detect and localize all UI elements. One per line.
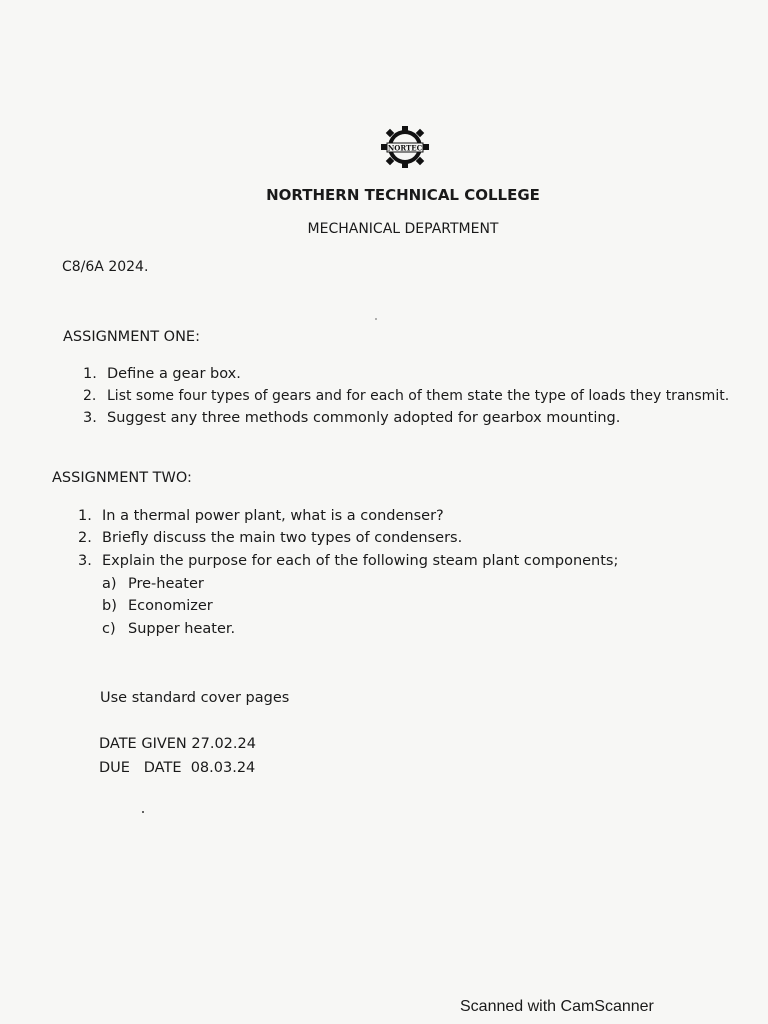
list-item [83,410,620,426]
sub-item [102,598,213,614]
list-item [78,530,462,546]
scanner-watermark: Scanned with CamScanner [460,998,654,1015]
item-text: Define a gear box. [107,366,241,382]
sub-item-text: Economizer [128,598,213,614]
department-name: MECHANICAL DEPARTMENT [307,221,499,237]
list-item [78,508,444,524]
scan-speck [375,318,377,320]
item-number: 1. [83,366,97,382]
item-number: 3. [83,410,97,426]
class-code: C8/6A 2024. [62,259,149,275]
item-number: 2. [83,388,97,404]
item-number: 1. [78,508,92,524]
college-name: NORTHERN TECHNICAL COLLEGE [266,186,540,204]
list-item [78,553,618,569]
item-number: 2. [78,530,92,546]
item-text: In a thermal power plant, what is a condenser? [102,508,444,524]
logo-text: NORTEC [387,143,423,153]
college-gear-logo-icon [381,126,429,168]
sub-item-letter: b) [102,598,117,614]
sub-item-letter: a) [102,576,117,592]
sub-item-text: Pre-heater [128,576,204,592]
due-date: DUE DATE 08.03.24 [99,760,256,776]
sub-item [102,576,204,592]
scan-dot [142,811,144,813]
item-text: Suggest any three methods commonly adopted for gearbox mounting. [107,410,621,426]
item-number: 3. [78,553,92,569]
item-text: List some four types of gears and for each of them state the type of loads they transmit. [107,388,730,404]
list-item [83,388,729,404]
sub-item [102,621,235,637]
item-text: Explain the purpose for each of the following steam plant components; [102,553,619,569]
sub-item-text: Supper heater. [128,621,236,637]
date-given: DATE GIVEN 27.02.24 [99,736,256,752]
list-item [83,366,241,382]
cover-page-note: Use standard cover pages [100,690,290,706]
sub-item-letter: c) [102,621,116,637]
assignment-one-title: ASSIGNMENT ONE: [63,329,200,345]
item-text: Briefly discuss the main two types of condensers. [102,530,463,546]
assignment-two-title: ASSIGNMENT TWO: [52,470,192,486]
